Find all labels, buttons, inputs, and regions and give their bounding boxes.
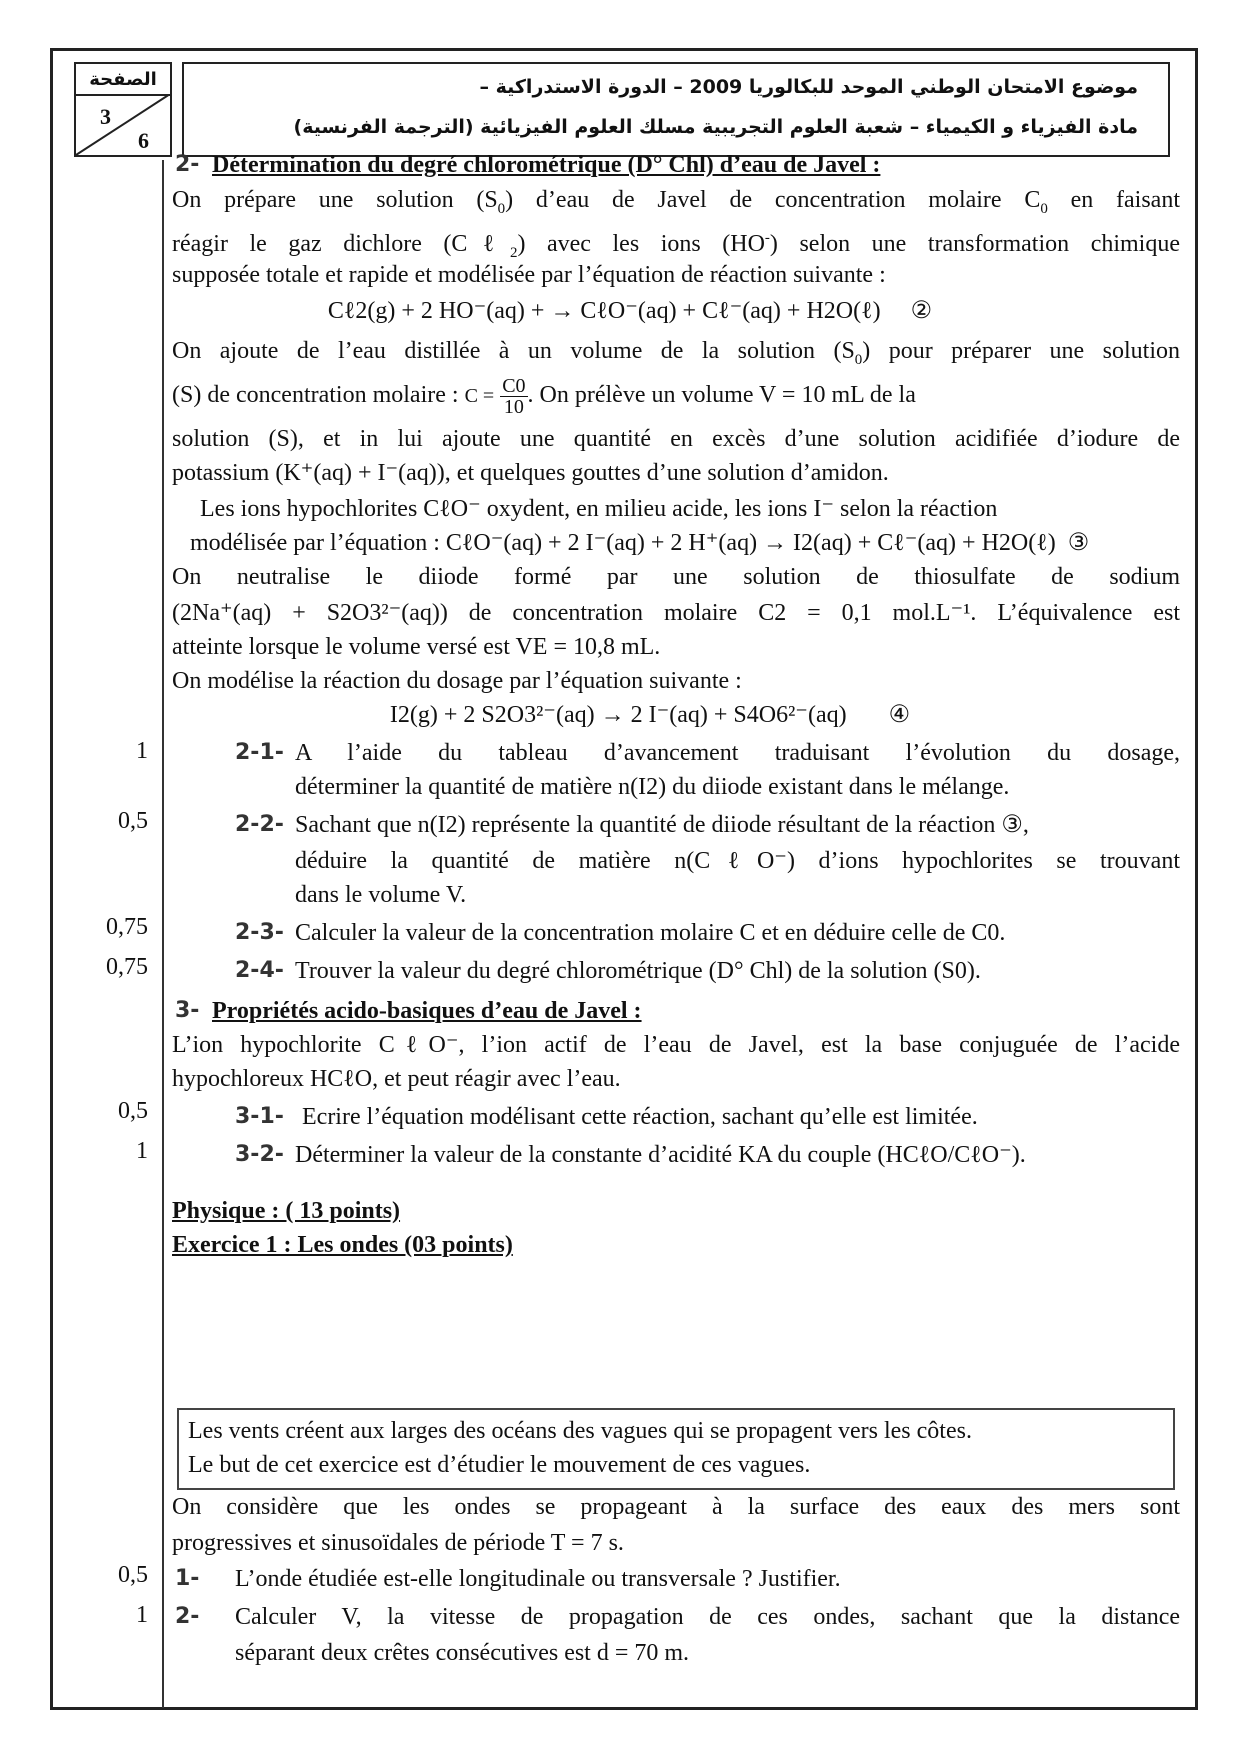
- page-number-box: [74, 62, 172, 157]
- paragraph-line: Les ions hypochlorites CℓO⁻ oxydent, en milieu acide, les ions I⁻ selon la réaction: [200, 496, 998, 522]
- page-label: الصفحة: [76, 66, 170, 96]
- points: 0,5: [118, 1098, 148, 1124]
- paragraph-line: On ajoute de l’eau distillée à un volume de la solution $(S_0)$ pour préparer une solution: [172, 338, 1180, 368]
- section-number: 2-: [175, 152, 200, 177]
- question-line: déterminer la quantité de matière n(I2) du diiode existant dans le mélange.: [295, 774, 1010, 800]
- question-number: 2-3-: [235, 920, 284, 945]
- points: 1: [136, 1138, 148, 1164]
- question-line: Calculer la valeur de la concentration molaire C et en déduire celle de C0.: [295, 920, 1006, 946]
- section-title: Propriétés acido-basiques d’eau de Javel :: [212, 998, 642, 1024]
- points: 0,5: [118, 1562, 148, 1588]
- page-total: 6: [138, 128, 149, 153]
- margin-rule: [162, 160, 164, 1708]
- paragraph-line: On modélise la réaction du dosage par l’équation suivante :: [172, 668, 742, 694]
- points: 0,5: [118, 808, 148, 834]
- paragraph-line: réagir le gaz dichlore (Cℓ$_2$) avec les ions (HO-) selon une transformation chimique: [172, 230, 1180, 261]
- question-line: déduire la quantité de matière n(CℓO⁻) d’ions hypochlorites se trouvant: [295, 848, 1180, 874]
- question-number: 2-4-: [235, 958, 284, 983]
- section-number: 3-: [175, 998, 200, 1023]
- points: 0,75: [106, 954, 148, 980]
- question-line: Déterminer la valeur de la constante d’acidité KA du couple (HCℓO/CℓO⁻).: [295, 1142, 1026, 1168]
- equation-3: modélisée par l’équation : CℓO⁻(aq) + 2 I⁻(aq) + 2 H⁺(aq) → I2(aq) + Cℓ⁻(aq) + H2O(ℓ) ③: [190, 530, 1090, 556]
- question-line: Trouver la valeur du degré chlorométrique (D° Chl) de la solution (S0).: [295, 958, 981, 984]
- question-line: L’onde étudiée est-elle longitudinale ou transversale ? Justifier.: [235, 1566, 841, 1592]
- question-line: dans le volume V.: [295, 882, 467, 908]
- question-line: Calculer V, la vitesse de propagation de ces ondes, sachant que la distance: [235, 1604, 1180, 1630]
- points: 1: [136, 738, 148, 764]
- header-title-line1: موضوع الامتحان الوطني الموحد للبكالوريا 2009 – الدورة الاستدراكية –: [479, 76, 1138, 98]
- paragraph-line: L’ion hypochlorite CℓO⁻, l’ion actif de l’eau de Javel, est la base conjuguée de l’acide: [172, 1032, 1180, 1058]
- paragraph-line: On considère que les ondes se propageant à la surface des eaux des mers sont: [172, 1494, 1180, 1520]
- equation-2: Cℓ2(g) + 2 HO⁻(aq) + → CℓO⁻(aq) + Cℓ⁻(aq) + H2O(ℓ) ②: [327, 298, 933, 324]
- points: 1: [136, 1602, 148, 1628]
- paragraph-line: progressives et sinusoïdales de période T = 7 s.: [172, 1530, 624, 1556]
- equation-4: I2(g) + 2 S2O3²⁻(aq) → 2 I⁻(aq) + S4O6²⁻(aq) ④: [389, 702, 911, 728]
- paragraph-line: On prépare une solution $(S_0)$ d’eau de Javel de concentration molaire $C_0$ en faisant: [172, 187, 1180, 217]
- question-number: 2-: [175, 1604, 200, 1629]
- paragraph-line: atteinte lorsque le volume versé est VE = 10,8 mL.: [172, 634, 661, 660]
- paragraph-line: solution (S), et in lui ajoute une quantité en excès d’une solution acidifiée d’iodure de: [172, 426, 1180, 452]
- points: 0,75: [106, 914, 148, 940]
- question-number: 2-2-: [235, 812, 284, 837]
- paragraph-line: (2Na⁺(aq) + S2O3²⁻(aq)) de concentration molaire C2 = 0,1 mol.L⁻¹. L’équivalence est: [172, 600, 1180, 626]
- page-current: 3: [100, 104, 111, 129]
- question-number: 3-1-: [235, 1104, 284, 1129]
- question-number: 3-2-: [235, 1142, 284, 1167]
- question-number: 2-1-: [235, 740, 284, 765]
- question-line: Ecrire l’équation modélisant cette réaction, sachant qu’elle est limitée.: [302, 1104, 978, 1130]
- exercise-title: Exercice 1 : Les ondes (03 points): [172, 1232, 513, 1258]
- paragraph-line: hypochloreux HCℓO, et peut réagir avec l’eau.: [172, 1066, 621, 1092]
- page-divider-diagonal: [76, 94, 170, 155]
- header-title-line2: مادة الفيزياء و الكيمياء – شعبة العلوم التجريبية مسلك العلوم الفيزيائية (الترجمة الفرنسية): [293, 116, 1138, 138]
- paragraph-line: potassium (K⁺(aq) + I⁻(aq)), et quelques gouttes d’une solution d’amidon.: [172, 460, 889, 486]
- physics-title: Physique : ( 13 points): [172, 1198, 401, 1224]
- exam-header: [182, 62, 1170, 157]
- paragraph-line: supposée totale et rapide et modélisée par l’équation de réaction suivante :: [172, 262, 886, 288]
- question-line: séparant deux crêtes consécutives est d = 70 m.: [235, 1640, 690, 1666]
- box-line: Le but de cet exercice est d’étudier le mouvement de ces vagues.: [188, 1452, 811, 1478]
- fraction: $\frac{C0}{10}$: [502, 374, 526, 418]
- section-title: Détermination du degré chlorométrique (D° Chl) d’eau de Javel :: [212, 152, 881, 178]
- paragraph-line-fraction: (S) de concentration molaire : C = $\frac{C0}{10}$ . On prélève un volume V = 10 mL de la: [172, 374, 916, 418]
- question-line: Sachant que n(I2) représente la quantité de diiode résultant de la réaction ③,: [295, 812, 1029, 838]
- paragraph-line: On neutralise le diiode formé par une solution de thiosulfate de sodium: [172, 564, 1180, 590]
- question-line: A l’aide du tableau d’avancement traduisant l’évolution du dosage,: [295, 740, 1180, 766]
- question-number: 1-: [175, 1566, 200, 1591]
- box-line: Les vents créent aux larges des océans des vagues qui se propagent vers les côtes.: [188, 1418, 972, 1444]
